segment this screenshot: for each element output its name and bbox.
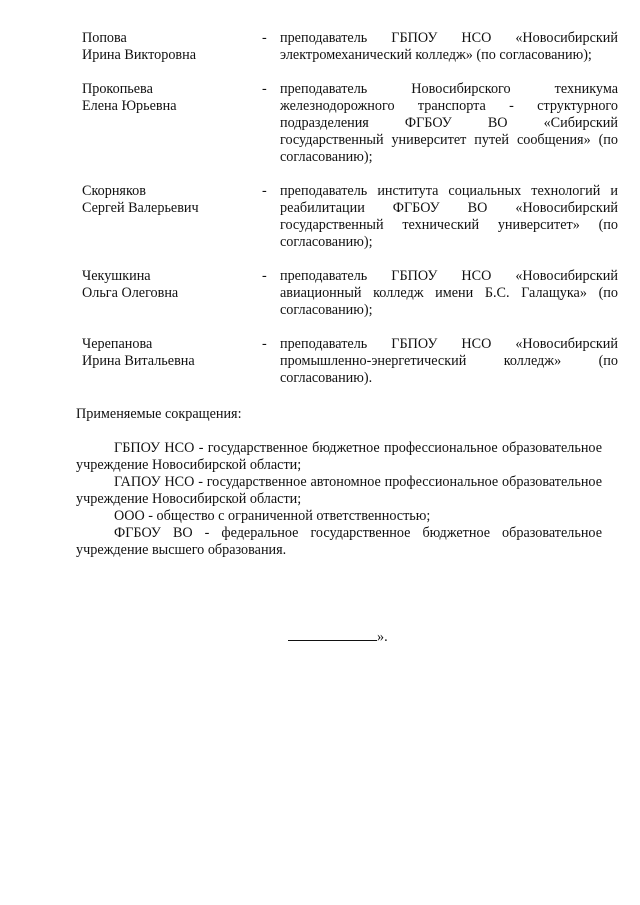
abbreviation-item: ГБПОУ НСО - государственное бюджетное профессиональное образовательное учреждение Новосибирской области; xyxy=(76,440,602,473)
abbreviation-item: ФГБОУ ВО - федеральное государственное бюджетное образовательное учреждение высшего образования. xyxy=(76,525,602,558)
abbreviations-heading: Применяемые сокращения: xyxy=(76,406,242,422)
member-name xyxy=(82,183,262,217)
member-given-names: Ирина Витальевна xyxy=(82,353,195,369)
member-dash: - xyxy=(262,336,267,352)
signature-blank-line xyxy=(288,628,377,641)
member-surname: Чекушкина xyxy=(82,268,151,284)
member-entry xyxy=(82,336,618,387)
member-entry xyxy=(82,183,618,251)
member-entry xyxy=(82,30,618,64)
member-description: преподаватель института социальных технологий и реабилитации ФГБОУ ВО «Новосибирский государственный технический университет» (по согласованию); xyxy=(280,183,618,250)
member-description: преподаватель ГБПОУ НСО «Новосибирский авиационный колледж имени Б.С. Галащука» (по согласованию); xyxy=(280,268,618,318)
member-description: преподаватель ГБПОУ НСО «Новосибирский электромеханический колледж» (по согласованию); xyxy=(280,30,618,63)
member-description: преподаватель Новосибирского техникума железнодорожного транспорта - структурного подразделения ФГБОУ ВО «Сибирский государственный университет путей сообщения» (по согласованию); xyxy=(280,81,618,165)
closing-suffix: ». xyxy=(377,629,388,645)
member-dash: - xyxy=(262,183,267,199)
closing-line xyxy=(288,628,408,646)
member-given-names: Елена Юрьевна xyxy=(82,98,177,114)
member-description: преподаватель ГБПОУ НСО «Новосибирский промышленно-энергетический колледж» (по согласованию). xyxy=(280,336,618,386)
member-dash: - xyxy=(262,30,267,46)
member-name xyxy=(82,81,262,115)
abbreviation-item: ООО - общество с ограниченной ответственностью; xyxy=(114,508,431,524)
member-entry xyxy=(82,268,618,319)
commission-members-list xyxy=(82,30,618,404)
member-surname: Прокопьева xyxy=(82,81,153,97)
member-surname: Скорняков xyxy=(82,183,146,199)
member-name xyxy=(82,268,262,302)
member-dash: - xyxy=(262,268,267,284)
member-dash: - xyxy=(262,81,267,97)
member-name xyxy=(82,30,262,64)
member-surname: Попова xyxy=(82,30,127,46)
member-name xyxy=(82,336,262,370)
member-given-names: Сергей Валерьевич xyxy=(82,200,199,216)
abbreviations-section xyxy=(76,406,602,559)
member-given-names: Ольга Олеговна xyxy=(82,285,179,301)
member-entry xyxy=(82,81,618,166)
member-surname: Черепанова xyxy=(82,336,153,352)
abbreviation-item: ГАПОУ НСО - государственное автономное профессиональное образовательное учреждение Новосибирской области; xyxy=(76,474,602,507)
member-given-names: Ирина Викторовна xyxy=(82,47,197,63)
